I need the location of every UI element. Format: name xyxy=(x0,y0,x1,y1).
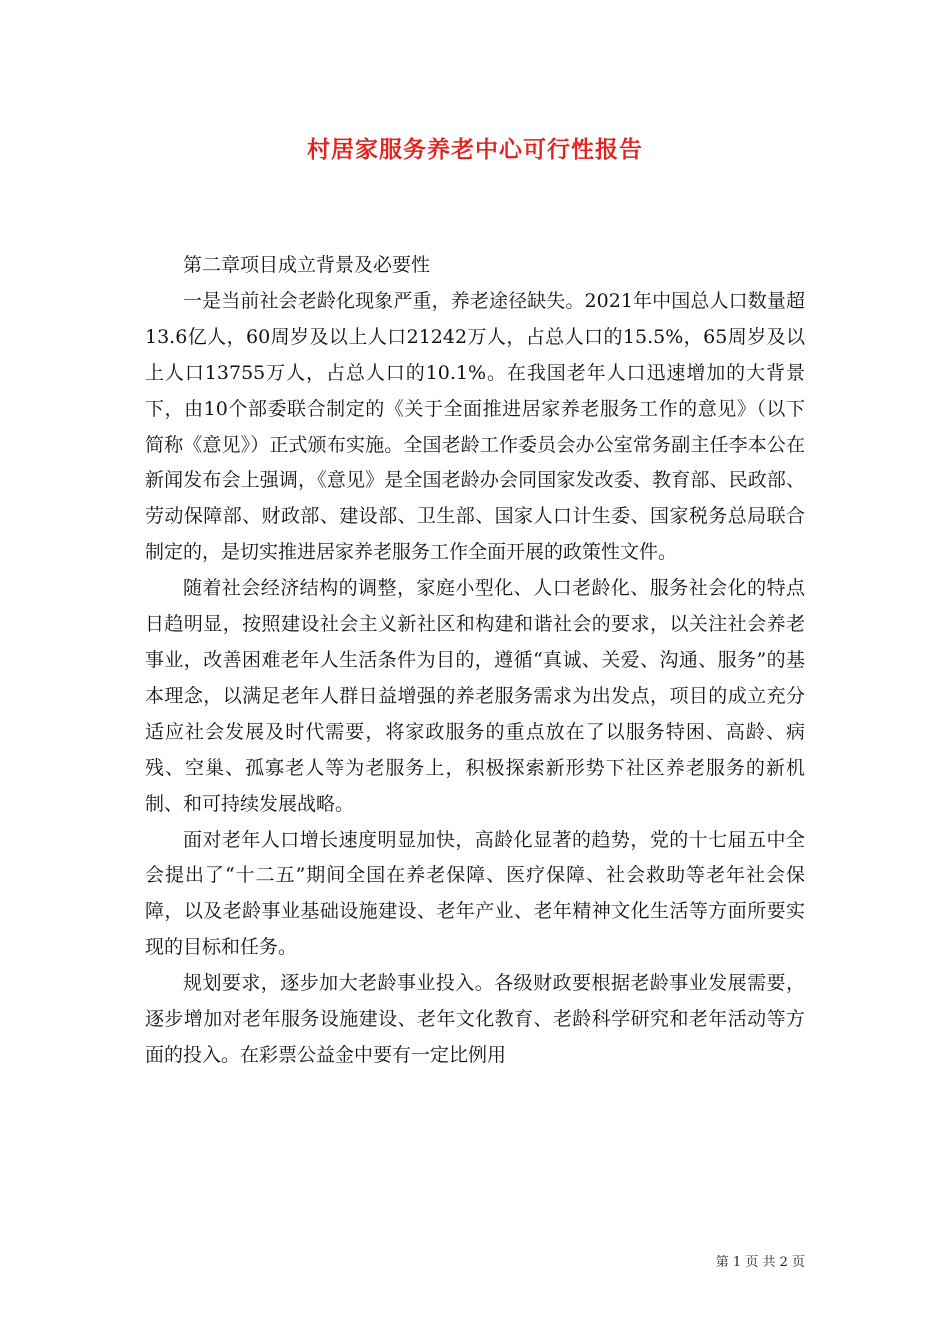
paragraph-1: 一是当前社会老龄化现象严重，养老途径缺失。2021年中国总人口数量超13.6亿人，60周岁及以上人口21242万人，占总人口的15.5%，65周岁及以上人口13755万人，占总人口的10.1%。在我国老年人口迅速增加的大背景下，由10个部委联合制定的《关于全面推进居家养老服务工作的意见》（以下简称《意见》）正式颁布实施。全国老龄工作委员会办公室常务副主任李本公在新闻发布会上强调，《意见》是全国老龄办会同国家发改委、教育部、民政部、劳动保障部、财政部、建设部、卫生部、国家人口计生委、国家税务总局联合制定的，是切实推进居家养老服务工作全面开展的政策性文件。 xyxy=(145,289,805,564)
paragraph-3: 面对老年人口增长速度明显加快，高龄化显著的趋势，党的十七届五中全会提出了“十二五”期间全国在养老保障、医疗保障、社会救助等老年社会保障，以及老龄事业基础设施建设、老年产业、老年精神文化生活等方面所要实现的目标和任务。 xyxy=(145,828,805,959)
paragraph-2: 随着社会经济结构的调整，家庭小型化、人口老龄化、服务社会化的特点日趋明显，按照建设社会主义新社区和构建和谐社会的要求，以关注社会养老事业，改善困难老年人生活条件为目的，遵循“真诚、关爱、沟通、服务”的基本理念，以满足老年人群日益增强的养老服务需求为出发点，项目的成立充分适应社会发展及时代需要，将家政服务的重点放在了以服务特困、高龄、病残、空巢、孤寡老人等为老服务上，积极探索新形势下社区养老服务的新机制、和可持续发展战略。 xyxy=(145,577,805,815)
page-number: 第 1 页 共 2 页 xyxy=(715,1255,805,1270)
document-title: 村居家服务养老中心可行性报告 xyxy=(307,136,643,163)
chapter-heading: 第二章项目成立背景及必要性 xyxy=(183,254,431,276)
paragraph-4: 规划要求，逐步加大老龄事业投入。各级财政要根据老龄事业发展需要，逐步增加对老年服务设施建设、老年文化教育、老龄科学研究和老年活动等方面的投入。在彩票公益金中要有一定比例用 xyxy=(145,972,805,1066)
document-body xyxy=(145,248,805,1074)
